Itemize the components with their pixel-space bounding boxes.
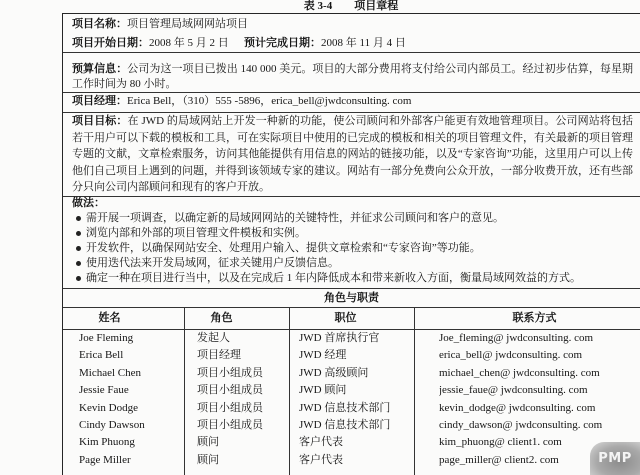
charter-table xyxy=(62,13,640,475)
member-contact: Joe_fleming@ jwdconsulting. com xyxy=(439,332,594,344)
approach-item: 确定一种在项目进行当中，以及在完成后 1 年内降低成本和带来新收入方面，衡量局域网效益的方式。 xyxy=(86,271,633,286)
roles-title: 角色与职责 xyxy=(324,292,379,304)
project-name-label: 项目名称： xyxy=(72,18,127,30)
end-date-label: 预计完成日期： xyxy=(244,37,321,49)
column-header-contact: 联系方式 xyxy=(512,312,557,324)
table-row xyxy=(63,330,640,347)
member-contact: jessie_faue@ jwdconsulting. com xyxy=(439,384,588,397)
member-position: JWD 高级顾问 xyxy=(299,366,369,379)
column-header-name: 姓名 xyxy=(98,312,121,324)
table-name: 项目章程 xyxy=(354,0,399,12)
start-date-label: 项目开始日期： xyxy=(72,37,149,49)
approach-item: 开发软件，以确保网站安全、处理用户输入、提供文章检索和“专家咨询”等功能。 xyxy=(86,241,633,256)
member-position: JWD 信息技术部门 xyxy=(299,401,391,414)
member-contact: page_miller@ client2. com xyxy=(439,453,559,466)
member-position: JWD 信息技术部门 xyxy=(299,418,391,431)
member-role: 项目小组成员 xyxy=(197,401,263,414)
member-role: 项目经理 xyxy=(197,349,241,362)
member-position: JWD 经理 xyxy=(299,349,347,362)
start-date-value: 2008 年 5 月 2 日 xyxy=(149,37,229,49)
document-title xyxy=(62,0,640,12)
table-number: 表 3-4 xyxy=(303,0,333,12)
column-header-position: 职位 xyxy=(334,312,357,324)
member-role: 项目小组成员 xyxy=(197,418,263,431)
dates-row xyxy=(72,34,633,53)
member-role: 顾问 xyxy=(197,436,219,449)
member-position: JWD 顾问 xyxy=(299,384,347,397)
member-name: Jessie Faue xyxy=(79,384,129,397)
member-contact: kevin_dodge@ jwdconsulting. com xyxy=(439,401,596,414)
member-name: Cindy Dawson xyxy=(79,418,145,431)
member-position: JWD 首席执行官 xyxy=(299,332,380,344)
column-header-role: 角色 xyxy=(210,312,233,324)
member-contact: erica_bell@ jwdconsulting. com xyxy=(439,349,583,362)
table-row xyxy=(63,347,640,364)
table-row xyxy=(63,400,640,417)
approach-item: 浏览内部和外部的项目管理文件模板和实例。 xyxy=(86,226,633,241)
member-role: 项目小组成员 xyxy=(197,384,263,397)
member-name: Joe Fleming xyxy=(79,332,134,344)
member-name: Kim Phuong xyxy=(79,436,135,449)
project-name-row xyxy=(72,15,633,34)
objectives-section xyxy=(72,113,633,196)
start-date-group xyxy=(72,34,244,53)
member-role: 发起人 xyxy=(197,332,230,344)
member-role: 项目小组成员 xyxy=(197,366,263,379)
objectives-text: 在 JWD 的局域网站上开发一种新的功能，使公司顾问和外部客户能更有效地管理项目。公司网站将包括若干用户可以下载的模板和工具，可在实际项目中使用的已完成的模板和相关的项目管理文件，有关最新的项目管理专题的文献，文章检索服务，访问其他能提供有用信息的网站的链接功能，以及“专家咨询”功能，这里用户可以上传他们自己项目上遇到的问题，并得到该领域专家的建议。网站有一部分免费向公众开放，一部分收费开放，还有些部分只向公司内部顾问和现有的客户开放。 xyxy=(72,115,633,193)
member-contact: cindy_dawson@ jwdconsulting. com xyxy=(439,418,603,431)
approach-item: 需开展一项调查，以确定新的局域网网站的关键特性，并征求公司顾问和客户的意见。 xyxy=(86,211,633,226)
member-position: 客户代表 xyxy=(299,453,343,466)
project-name-value: 项目管理局域网网站项目 xyxy=(127,18,248,30)
table-row xyxy=(63,434,640,451)
objectives-label: 项目目标： xyxy=(72,115,128,127)
member-name: Erica Bell xyxy=(79,349,124,362)
approach-list xyxy=(72,211,633,286)
member-name: Page Miller xyxy=(79,453,131,466)
watermark-logo: PMP xyxy=(590,442,640,475)
budget-text: 公司为这一项目已拨出 140 000 美元。项目的大部分费用将支付给公司内部员工。经过初步估算，每星期工作时间为 80 小时。 xyxy=(72,63,633,90)
manager-label: 项目经理： xyxy=(72,95,127,107)
table-row xyxy=(63,417,640,434)
member-name: Kevin Dodge xyxy=(79,401,138,414)
manager-text: Erica Bell，（310）555 -5896，erica_bell@jwdconsulting. com xyxy=(127,95,412,107)
manager-section xyxy=(72,92,633,112)
roles-table-header xyxy=(63,308,640,329)
roles-table-body xyxy=(63,330,640,472)
member-contact: michael_chen@ jwdconsulting. com xyxy=(439,366,600,379)
table-row xyxy=(63,452,640,469)
budget-label: 预算信息： xyxy=(72,63,128,75)
approach-item: 使用迭代法来开发局域网，征求关键用户反馈信息。 xyxy=(86,256,633,271)
approach-section xyxy=(72,196,633,288)
budget-section xyxy=(72,54,633,92)
end-date-value: 2008 年 11 月 4 日 xyxy=(321,37,406,49)
table-row xyxy=(63,365,640,382)
table-row xyxy=(63,382,640,399)
member-name: Michael Chen xyxy=(79,366,142,379)
approach-label: 做法： xyxy=(72,197,105,209)
member-role: 顾问 xyxy=(197,453,219,466)
member-position: 客户代表 xyxy=(299,436,343,449)
member-contact: kim_phuong@ client1. com xyxy=(439,436,562,449)
divider xyxy=(63,52,640,53)
